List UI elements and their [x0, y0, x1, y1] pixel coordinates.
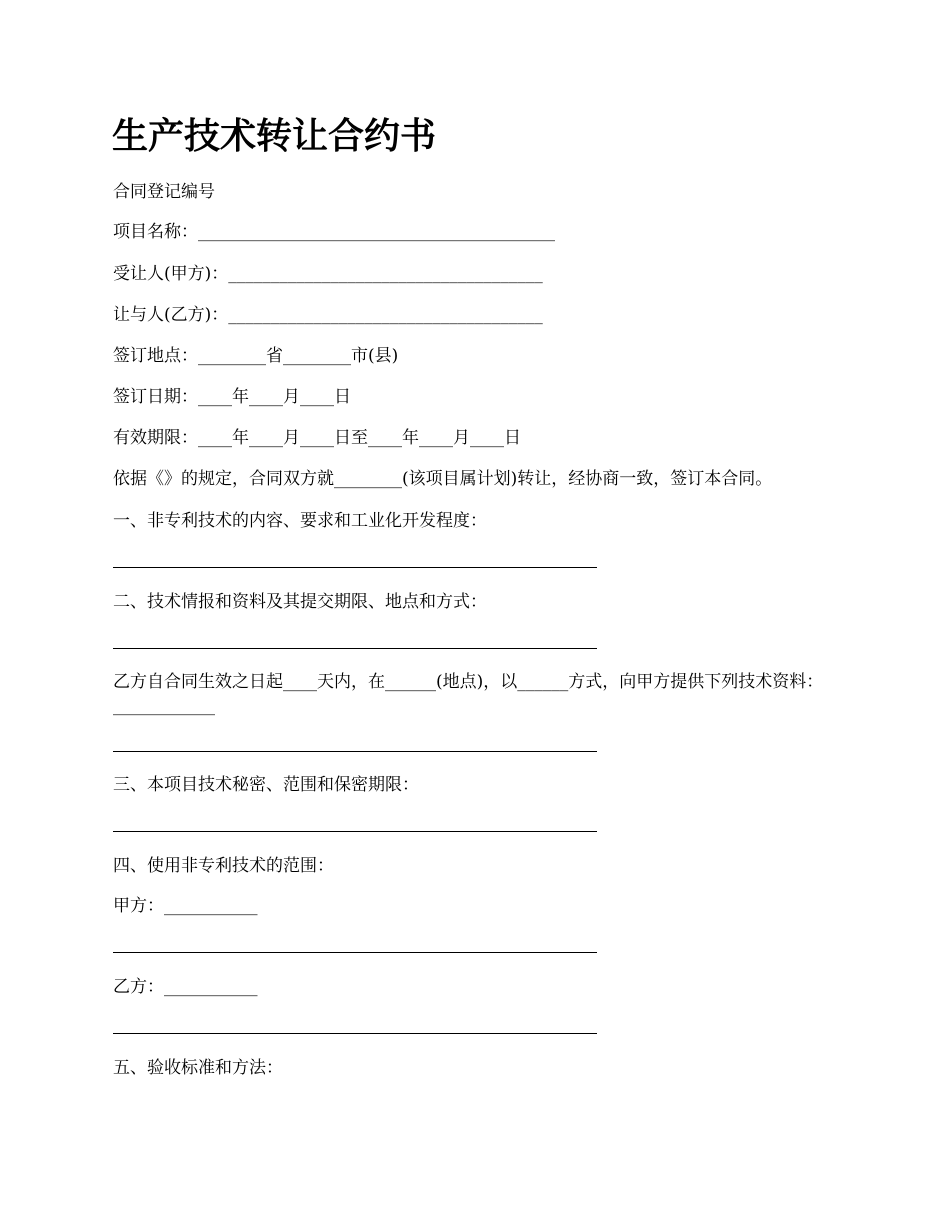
- registration-number-line: 合同登记编号: [113, 182, 215, 202]
- section-1-heading: 一、非专利技术的内容、要求和工业化开发程度：: [113, 511, 487, 531]
- scope-party-a-line: 甲方：___________: [113, 896, 258, 916]
- section-5-heading: 五、验收标准和方法：: [113, 1058, 283, 1078]
- section-3-heading: 三、本项目技术秘密、范围和保密期限：: [113, 775, 419, 795]
- sign-place-line: 签订地点：________省________市(县): [113, 346, 399, 366]
- project-name-line: 项目名称：__________________________________________: [113, 222, 555, 242]
- blank-rule: [113, 1033, 597, 1034]
- blank-rule: [113, 648, 597, 649]
- basis-paragraph: 依据《》的规定，合同双方就________(该项目属计划)转让，经协商一致，签订本合同。: [113, 469, 773, 489]
- section-4-heading: 四、使用非专利技术的范围：: [113, 856, 334, 876]
- valid-period-line: 有效期限：____年____月____日至____年____月____日: [113, 428, 521, 448]
- blank-rule: [113, 831, 597, 832]
- sign-date-line: 签订日期：____年____月____日: [113, 387, 351, 407]
- blank-rule: [113, 751, 597, 752]
- scope-party-b-line: 乙方：___________: [113, 977, 258, 997]
- delivery-paragraph: 乙方自合同生效之日起____天内，在______(地点)，以______方式，向甲方提供下列技术资料：____________: [113, 672, 824, 716]
- party-b-line: 让与人(乙方)：_____________________________________: [113, 305, 543, 325]
- section-2-heading: 二、技术情报和资料及其提交期限、地点和方式：: [113, 592, 487, 612]
- document-title: 生产技术转让合约书: [112, 116, 437, 157]
- blank-rule: [113, 952, 597, 953]
- blank-rule: [113, 567, 597, 568]
- party-a-line: 受让人(甲方)：_____________________________________: [113, 264, 543, 284]
